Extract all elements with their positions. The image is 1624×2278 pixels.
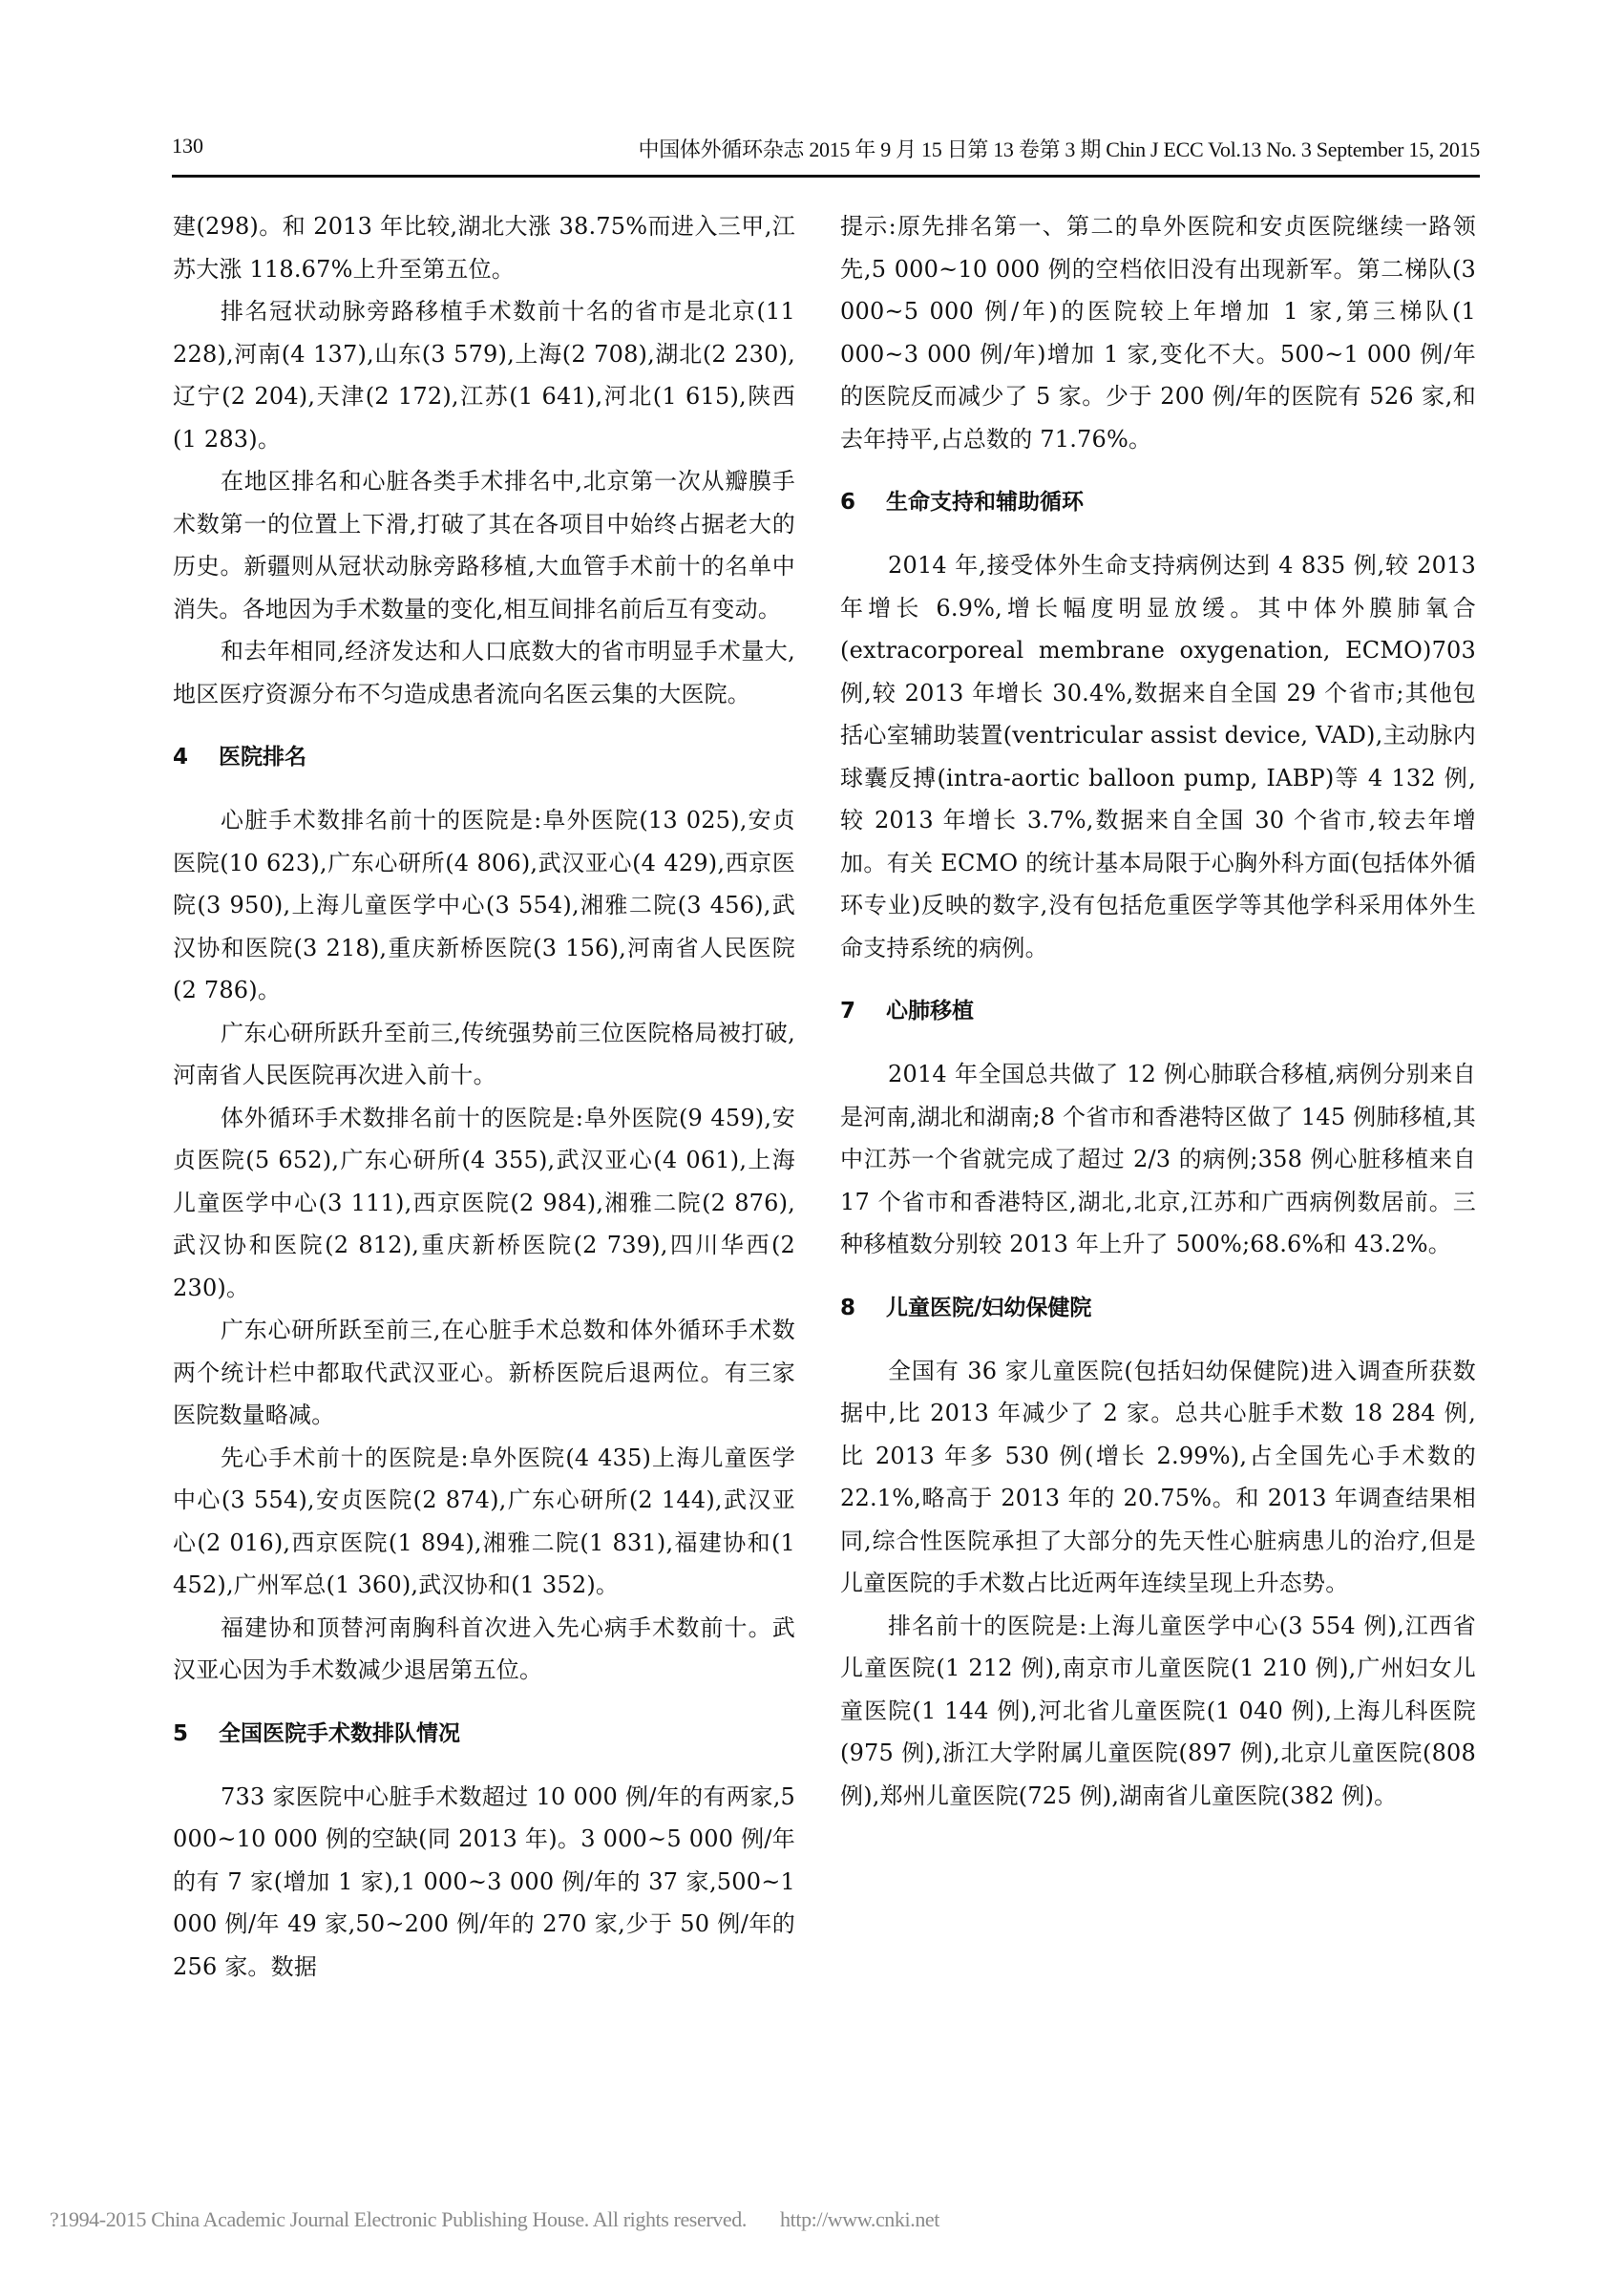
- footer-copyright: ?1994-2015 China Academic Journal Electronic Publishing House. All rights reserved.: [50, 2207, 747, 2231]
- paragraph: 排名前十的医院是:上海儿童医学中心(3 554 例),江西省儿童医院(1 212 例),南京市儿童医院(1 210 例),广州妇女儿童医院(1 144 例),河北省儿童医院(1 040 例),上海儿科医院(975 例),浙江大学附属儿童医院(897 例),北京儿童医院(808 例),郑州儿童医院(725 例),湖南省儿童医院(382 例)。: [840, 1612, 1476, 1809]
- section-title: 心肺移植: [886, 999, 974, 1023]
- section-heading: [173, 1713, 795, 1755]
- section-title: 儿童医院/妇幼保健院: [886, 1295, 1092, 1320]
- paragraph: 和去年相同,经济发达和人口底数大的省市明显手术量大,地区医疗资源分布不匀造成患者流向名医云集的大医院。: [173, 638, 795, 707]
- paragraph: 先心手术前十的医院是:阜外医院(4 435)上海儿童医学中心(3 554),安贞医院(2 874),广东心研所(2 144),武汉亚心(2 016),西京医院(1 894),湘雅二院(1 831),福建协和(1 452),广州军总(1 360),武汉协和(1 352)。: [173, 1444, 795, 1598]
- paragraph: 广东心研所跃升至前三,传统强势前三位医院格局被打破,河南省人民医院再次进入前十。: [173, 1019, 795, 1088]
- paragraph: 在地区排名和心脏各类手术排名中,北京第一次从瓣膜手术数第一的位置上下滑,打破了其在各项目中始终占据老大的历史。新疆则从冠状动脉旁路移植,大血管手术前十的名单中消失。各地因为手术数量的变化,相互间排名前后互有变动。: [173, 468, 795, 622]
- page-number: 130: [172, 134, 203, 158]
- paragraph: 全国有 36 家儿童医院(包括妇幼保健院)进入调查所获数据中,比 2013 年减少了 2 家。总共心脏手术数 18 284 例, 比 2013 年多 530 例(增长 2.99%),占全国先心手术数的 22.1%,略高于 2013 年的 20.75%。和 2013 年调查结果相同,综合性医院承担了大部分的先天性心脏病患儿的治疗,但是儿童医院的手术数占比近两年连续呈现上升态势。: [840, 1357, 1476, 1596]
- section-heading: [840, 990, 1476, 1032]
- paragraph: 建(298)。和 2013 年比较,湖北大涨 38.75%而进入三甲,江苏大涨 118.67%上升至第五位。: [173, 213, 795, 283]
- paragraph: 排名冠状动脉旁路移植手术数前十名的省市是北京(11 228),河南(4 137),山东(3 579),上海(2 708),湖北(2 230),辽宁(2 204),天津(2 172),江苏(1 641),河北(1 615),陕西(1 283)。: [173, 298, 795, 453]
- section-number: 8: [840, 1295, 856, 1320]
- section-number: 5: [173, 1720, 189, 1746]
- section-heading: [840, 1287, 1476, 1329]
- section-title: 医院排名: [219, 745, 306, 770]
- section-number: 4: [173, 745, 189, 770]
- paragraph: 广东心研所跃至前三,在心脏手术总数和体外循环手术数两个统计栏中都取代武汉亚心。新桥医院后退两位。有三家医院数量略减。: [173, 1317, 795, 1428]
- running-head: 中国体外循环杂志 2015 年 9 月 15 日第 13 卷第 3 期 Chin J ECC Vol.13 No. 3 September 15, 2015: [638, 137, 1480, 161]
- paragraph: 心脏手术数排名前十的医院是:阜外医院(13 025),安贞医院(10 623),广东心研所(4 806),武汉亚心(4 429),西京医院(3 950),上海儿童医学中心(3 554),湘雅二院(3 456),武汉协和医院(3 218),重庆新桥医院(3 156),河南省人民医院(2 786)。: [173, 807, 795, 1003]
- paragraph: 提示:原先排名第一、第二的阜外医院和安贞医院继续一路领先,5 000~10 000 例的空档依旧没有出现新军。第二梯队(3 000~5 000 例/年)的医院较上年增加 1 家,第三梯队(1 000~3 000 例/年)增加 1 家,变化不大。500~1 000 例/年的医院反而减少了 5 家。少于 200 例/年的医院有 526 家,和去年持平,占总数的 71.76%。: [840, 213, 1476, 453]
- section-number: 7: [840, 999, 856, 1023]
- footer: [50, 2207, 939, 2232]
- paragraph: 2014 年全国总共做了 12 例心肺联合移植,病例分别来自是河南,湖北和湖南;8 个省市和香港特区做了 145 例肺移植,其中江苏一个省就完成了超过 2/3 的病例;358 例心脏移植来自 17 个省市和香港特区,湖北,北京,江苏和广西病例数居前。三种移植数分别较 2013 年上升了 500%;68.6%和 43.2%。: [840, 1061, 1476, 1257]
- footer-url[interactable]: http://www.cnki.net: [780, 2207, 939, 2231]
- section-title: 生命支持和辅助循环: [886, 490, 1084, 515]
- paragraph: 体外循环手术数排名前十的医院是:阜外医院(9 459),安贞医院(5 652),广东心研所(4 355),武汉亚心(4 061),上海儿童医学中心(3 111),西京医院(2 984),湘雅二院(2 876),武汉协和医院(2 812),重庆新桥医院(2 739),四川华西(2 230)。: [173, 1104, 795, 1301]
- section-number: 6: [840, 490, 856, 515]
- paragraph: 2014 年,接受体外生命支持病例达到 4 835 例,较 2013 年增长 6.9%,增长幅度明显放缓。其中体外膜肺氧合(extracorporeal membrane oxygenation, ECMO)703 例,较 2013 年增长 30.4%,数据来自全国 29 个省市;其他包括心室辅助装置(ventricular assist device, VAD),主动脉内球囊反搏(intra-aortic balloon pump, IABP)等 4 132 例,较 2013 年增长 3.7%,数据来自全国 30 个省市,较去年增加。有关 ECMO 的统计基本局限于心胸外科方面(包括体外循环专业)反映的数字,没有包括危重医学等其他学科采用体外生命支持系统的病例。: [840, 552, 1476, 961]
- section-heading: [173, 736, 795, 778]
- section-title: 全国医院手术数排队情况: [219, 1720, 460, 1746]
- header-rule: [172, 175, 1480, 178]
- paragraph: 福建协和顶替河南胸科首次进入先心病手术数前十。武汉亚心因为手术数减少退居第五位。: [173, 1614, 795, 1683]
- right-column: [840, 205, 1476, 1817]
- paragraph: 733 家医院中心脏手术数超过 10 000 例/年的有两家,5 000~10 000 例的空缺(同 2013 年)。3 000~5 000 例/年的有 7 家(增加 1 家),1 000~3 000 例/年的 37 家,500~1 000 例/年 49 家,50~200 例/年的 270 家,少于 50 例/年的 256 家。数据: [173, 1782, 795, 1980]
- left-column: [173, 205, 795, 1988]
- page-header: [172, 134, 1480, 172]
- section-heading: [840, 481, 1476, 523]
